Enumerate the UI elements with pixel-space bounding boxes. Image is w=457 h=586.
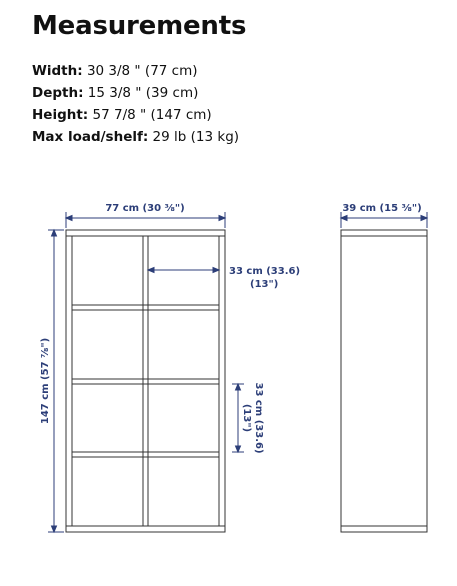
- spec-label: Height:: [32, 107, 89, 123]
- depth-arrow-right: [421, 216, 427, 221]
- spec-value: 15 3/8 " (39 cm): [83, 85, 199, 101]
- spec-label: Max load/shelf:: [32, 129, 149, 145]
- spec-value: 57 7/8 " (147 cm): [88, 107, 212, 123]
- width-label: 77 cm (30 ⅜"): [105, 203, 185, 214]
- side-view: [341, 230, 427, 532]
- side-outer-frame: [341, 230, 427, 532]
- width-arrow-left: [66, 216, 72, 221]
- width-arrow-right: [219, 216, 225, 221]
- page-title: Measurements: [32, 11, 247, 41]
- spec-label: Depth:: [32, 85, 84, 101]
- cell-height-arrow-top: [236, 384, 241, 390]
- cell-height-arrow-bottom: [236, 446, 241, 452]
- height-arrow-top: [52, 230, 57, 236]
- cell-width-arrow-left: [148, 268, 154, 273]
- cell-width-arrow-right: [213, 268, 219, 273]
- depth-arrow-left: [341, 216, 347, 221]
- depth-label: 39 cm (15 ⅜"): [342, 203, 422, 214]
- cell-width-label-secondary: (13"): [250, 279, 279, 290]
- front-view: [66, 230, 225, 532]
- shelf-outer-frame: [66, 230, 225, 532]
- height-label: 147 cm (57 ⅞"): [40, 337, 51, 425]
- cell-width-label: 33 cm (33.6): [229, 266, 301, 277]
- spec-value: 29 lb (13 kg): [148, 129, 240, 145]
- cell-height-label: 33 cm (33.6): [253, 382, 264, 454]
- dimension-lines: [48, 212, 427, 532]
- cell-height-label-secondary: (13"): [241, 403, 252, 433]
- height-arrow-bottom: [52, 526, 57, 532]
- spec-label: Width:: [32, 63, 83, 79]
- spec-value: 30 3/8 " (77 cm): [82, 63, 198, 79]
